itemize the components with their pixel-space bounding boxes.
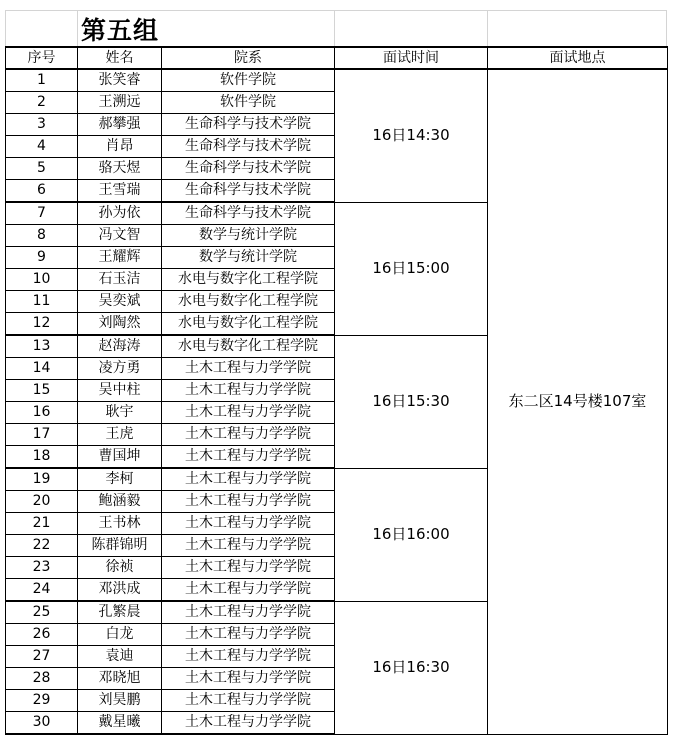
dept-cell: 土木工程与力学学院	[162, 690, 335, 712]
seq-cell: 29	[6, 690, 78, 712]
seq-cell: 24	[6, 579, 78, 602]
seq-cell: 16	[6, 402, 78, 424]
group-title: 第五组	[81, 16, 160, 45]
table-row	[6, 69, 668, 92]
name-cell: 郝攀强	[78, 114, 162, 136]
seq-cell: 11	[6, 291, 78, 313]
header-row	[6, 47, 668, 69]
dept-cell: 土木工程与力学学院	[162, 624, 335, 646]
dept-cell: 水电与数字化工程学院	[162, 269, 335, 291]
name-cell: 李柯	[78, 468, 162, 491]
gridline	[77, 10, 78, 46]
seq-cell: 9	[6, 247, 78, 269]
name-cell: 吴奕斌	[78, 291, 162, 313]
dept-cell: 生命科学与技术学院	[162, 158, 335, 180]
interview-schedule-sheet	[5, 10, 667, 735]
schedule-body	[6, 69, 668, 734]
name-cell: 吴中柱	[78, 380, 162, 402]
name-cell: 骆天煜	[78, 158, 162, 180]
dept-cell: 生命科学与技术学院	[162, 202, 335, 225]
time-cell: 16日15:00	[335, 202, 488, 335]
seq-cell: 26	[6, 624, 78, 646]
dept-cell: 土木工程与力学学院	[162, 446, 335, 469]
seq-cell: 23	[6, 557, 78, 579]
seq-cell: 5	[6, 158, 78, 180]
seq-cell: 21	[6, 513, 78, 535]
dept-cell: 数学与统计学院	[162, 225, 335, 247]
gridline	[5, 10, 6, 46]
seq-cell: 4	[6, 136, 78, 158]
seq-cell: 27	[6, 646, 78, 668]
name-cell: 王溯远	[78, 92, 162, 114]
dept-cell: 土木工程与力学学院	[162, 668, 335, 690]
time-cell: 16日16:30	[335, 601, 488, 734]
seq-cell: 28	[6, 668, 78, 690]
dept-cell: 生命科学与技术学院	[162, 180, 335, 203]
name-cell: 徐祯	[78, 557, 162, 579]
seq-cell: 2	[6, 92, 78, 114]
name-cell: 刘陶然	[78, 313, 162, 336]
dept-cell: 土木工程与力学学院	[162, 468, 335, 491]
time-cell: 16日16:00	[335, 468, 488, 601]
name-cell: 张笑睿	[78, 69, 162, 92]
time-cell: 16日14:30	[335, 69, 488, 202]
dept-cell: 土木工程与力学学院	[162, 491, 335, 513]
name-cell: 袁迪	[78, 646, 162, 668]
name-cell: 王虎	[78, 424, 162, 446]
dept-cell: 土木工程与力学学院	[162, 424, 335, 446]
name-cell: 白龙	[78, 624, 162, 646]
seq-cell: 15	[6, 380, 78, 402]
seq-cell: 18	[6, 446, 78, 469]
gridline	[334, 10, 335, 46]
dept-cell: 土木工程与力学学院	[162, 535, 335, 557]
seq-cell: 17	[6, 424, 78, 446]
dept-cell: 土木工程与力学学院	[162, 579, 335, 602]
name-cell: 刘昊鹏	[78, 690, 162, 712]
seq-cell: 30	[6, 712, 78, 735]
dept-cell: 土木工程与力学学院	[162, 646, 335, 668]
dept-cell: 生命科学与技术学院	[162, 114, 335, 136]
place-cell: 东二区14号楼107室	[488, 69, 668, 734]
name-cell: 冯文智	[78, 225, 162, 247]
dept-cell: 土木工程与力学学院	[162, 712, 335, 735]
name-cell: 肖昂	[78, 136, 162, 158]
seq-cell: 6	[6, 180, 78, 203]
header-time: 面试时间	[335, 47, 488, 69]
name-cell: 王书林	[78, 513, 162, 535]
seq-cell: 14	[6, 358, 78, 380]
seq-cell: 22	[6, 535, 78, 557]
seq-cell: 10	[6, 269, 78, 291]
name-cell: 邓晓旭	[78, 668, 162, 690]
seq-cell: 25	[6, 601, 78, 624]
seq-cell: 12	[6, 313, 78, 336]
time-cell: 16日15:30	[335, 335, 488, 468]
name-cell: 凌方勇	[78, 358, 162, 380]
gridline	[666, 10, 667, 46]
name-cell: 鲍涵毅	[78, 491, 162, 513]
name-cell: 王耀辉	[78, 247, 162, 269]
dept-cell: 土木工程与力学学院	[162, 601, 335, 624]
name-cell: 石玉洁	[78, 269, 162, 291]
dept-cell: 水电与数字化工程学院	[162, 291, 335, 313]
dept-cell: 软件学院	[162, 92, 335, 114]
seq-cell: 8	[6, 225, 78, 247]
dept-cell: 土木工程与力学学院	[162, 402, 335, 424]
seq-cell: 19	[6, 468, 78, 491]
name-cell: 孙为依	[78, 202, 162, 225]
seq-cell: 20	[6, 491, 78, 513]
title-row	[5, 10, 667, 46]
dept-cell: 土木工程与力学学院	[162, 380, 335, 402]
name-cell: 耿宇	[78, 402, 162, 424]
dept-cell: 土木工程与力学学院	[162, 557, 335, 579]
name-cell: 戴星曦	[78, 712, 162, 735]
seq-cell: 13	[6, 335, 78, 358]
name-cell: 王雪瑞	[78, 180, 162, 203]
name-cell: 陈群锦明	[78, 535, 162, 557]
header-dept: 院系	[162, 47, 335, 69]
dept-cell: 数学与统计学院	[162, 247, 335, 269]
schedule-table	[5, 46, 668, 735]
seq-cell: 7	[6, 202, 78, 225]
header-seq: 序号	[6, 47, 78, 69]
dept-cell: 软件学院	[162, 69, 335, 92]
dept-cell: 生命科学与技术学院	[162, 136, 335, 158]
name-cell: 邓洪成	[78, 579, 162, 602]
seq-cell: 1	[6, 69, 78, 92]
header-name: 姓名	[78, 47, 162, 69]
name-cell: 赵海涛	[78, 335, 162, 358]
gridline	[487, 10, 488, 46]
header-place: 面试地点	[488, 47, 668, 69]
dept-cell: 水电与数字化工程学院	[162, 335, 335, 358]
dept-cell: 水电与数字化工程学院	[162, 313, 335, 336]
name-cell: 孔繁晨	[78, 601, 162, 624]
name-cell: 曹国坤	[78, 446, 162, 469]
dept-cell: 土木工程与力学学院	[162, 513, 335, 535]
dept-cell: 土木工程与力学学院	[162, 358, 335, 380]
seq-cell: 3	[6, 114, 78, 136]
